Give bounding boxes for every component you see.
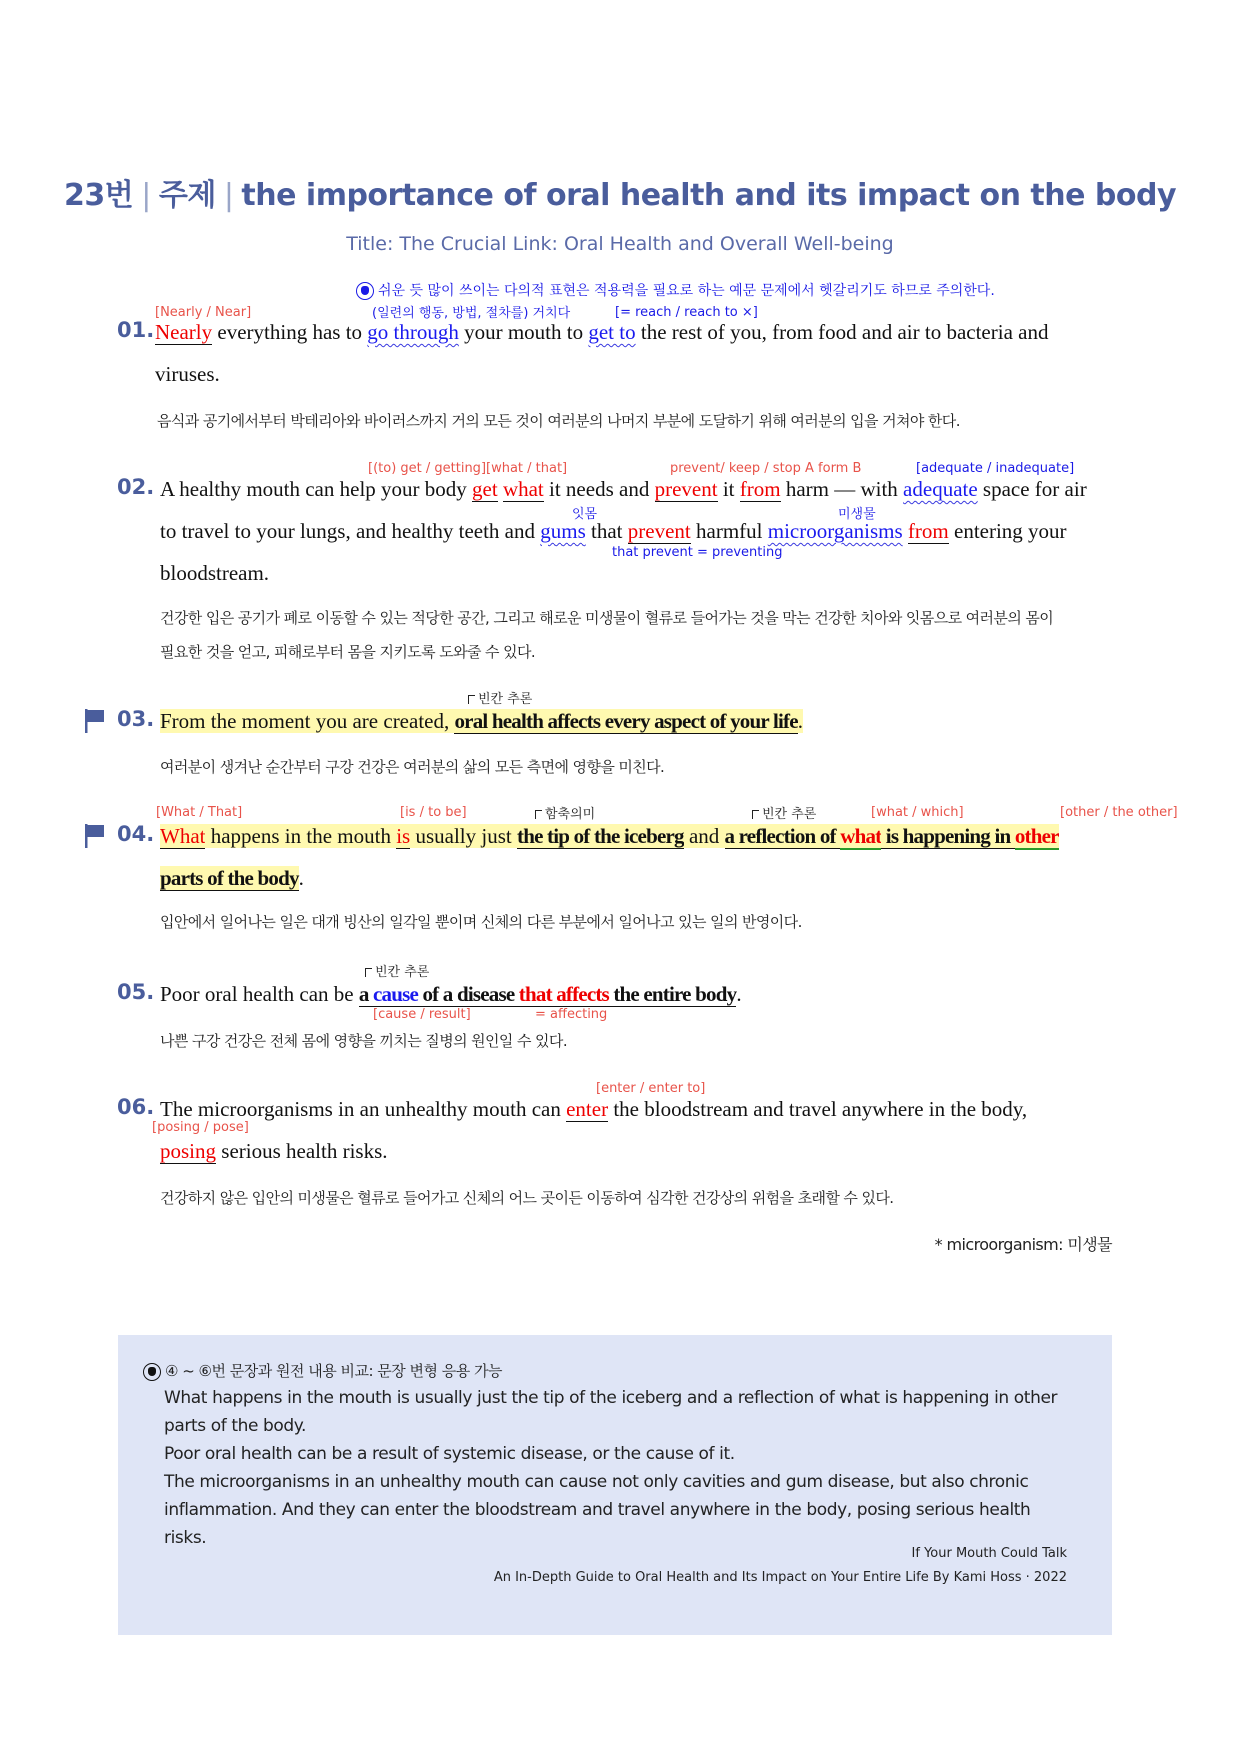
text: Poor oral health can be	[160, 982, 359, 1006]
text: the entire body	[608, 982, 737, 1006]
box-line: parts of the body.	[164, 1416, 307, 1436]
translation-03: 여러분이 생겨난 순간부터 구강 건강은 여러분의 삶의 모든 측면에 영향을 미친다.	[160, 758, 665, 776]
hand-stop-icon	[356, 282, 374, 300]
question-number: 23번	[64, 178, 134, 213]
text: serious health risks.	[216, 1139, 388, 1163]
word-prevent-2: prevent	[627, 519, 691, 543]
text: your mouth to	[458, 320, 589, 344]
text: of a disease	[418, 982, 519, 1006]
box-line: Poor oral health can be a result of systemic disease, or the cause of it.	[164, 1444, 735, 1464]
sentence-06-line1	[160, 1088, 1115, 1130]
source-title: If Your Mouth Could Talk	[911, 1546, 1067, 1561]
note-that-prevent: that prevent = preventing	[612, 545, 783, 560]
sentence-02-line3: bloodstream.	[160, 561, 270, 585]
text: harmful	[690, 519, 768, 543]
box-line: What happens in the mouth is usually just the tip of the iceberg and a reflection of what is happening in other	[164, 1388, 1058, 1408]
note-get-what: [(to) get / getting][what / that]	[368, 461, 568, 476]
note-nearly: [Nearly / Near]	[155, 305, 252, 320]
text: that	[585, 519, 628, 543]
hand-stop-icon	[143, 1363, 161, 1381]
word-from-2: from	[907, 519, 949, 543]
text: everything has to	[212, 320, 368, 344]
text: happens in the mouth	[205, 824, 397, 848]
sentence-01	[155, 311, 1115, 353]
text: 빈칸 추론	[478, 692, 533, 707]
note-prevent: prevent/ keep / stop A form B	[670, 461, 862, 476]
text: the bloodstream and travel anywhere in the body,	[608, 1097, 1028, 1121]
text: the rest of you, from food and air to bacteria and	[635, 320, 1049, 344]
word-gums: gums	[540, 519, 586, 543]
phrase-parts-of-body: parts of the body	[160, 866, 299, 890]
sentence-04-line1	[160, 815, 1059, 857]
text: space for air	[977, 477, 1087, 501]
word-prevent: prevent	[654, 477, 718, 501]
text: 빈칸 추론	[762, 807, 817, 822]
subtitle: Title: The Crucial Link: Oral Health and Overall Well-being	[346, 233, 894, 255]
text: usually just	[410, 824, 517, 848]
text: From the moment you are created,	[160, 709, 455, 733]
text: ④ ~ ⑥번 문장과 원전 내용 비교: 문장 변형 응용 가능	[165, 1362, 503, 1380]
word-from: from	[739, 477, 781, 501]
note-adequate: [adequate / inadequate]	[916, 461, 1075, 476]
flag-icon	[84, 823, 106, 849]
word-get-to: get to	[588, 320, 636, 344]
word-nearly: Nearly	[155, 320, 213, 344]
word-what: What	[160, 824, 206, 848]
text: a	[358, 982, 373, 1006]
word-cause: cause	[373, 982, 418, 1006]
text: The microorganisms in an unhealthy mouth can	[160, 1097, 567, 1121]
sentence-03	[160, 700, 803, 742]
text: .	[298, 866, 304, 890]
note-get-to: [= reach / reach to ×]	[615, 305, 758, 320]
box-line: inflammation. And they can enter the bloodstream and travel anywhere in the body, posing serious health	[164, 1500, 1031, 1520]
word-get: get	[472, 477, 498, 501]
word-that-affects: that affects	[518, 982, 609, 1006]
translation-05: 나쁜 구강 건강은 전체 몸에 영향을 끼치는 질병의 원인일 수 있다.	[160, 1032, 567, 1050]
word-posing: posing	[160, 1139, 217, 1163]
phrase-reflection: a reflection of	[724, 824, 841, 848]
note-microorganisms: 미생물	[838, 507, 876, 522]
box-line: risks.	[164, 1528, 207, 1548]
text: to travel to your lungs, and healthy teeth and	[160, 519, 541, 543]
note-what-which: [what / which]	[871, 805, 964, 820]
text: .	[736, 982, 742, 1006]
footnote: * microorganism: 미생물	[934, 1235, 1112, 1254]
text: 함축의미	[545, 807, 596, 822]
text: harm — with	[780, 477, 904, 501]
translation-02-line1: 건강한 입은 공기가 폐로 이동할 수 있는 적당한 공간, 그리고 해로운 미생물이 혈류로 들어가는 것을 막는 건강한 치아와 잇몸으로 여러분의 몸이	[160, 609, 1054, 627]
phrase-happening: is happening in	[881, 824, 1015, 848]
text: and	[683, 824, 725, 848]
text: it	[717, 477, 740, 501]
note-go-through: (일련의 행동, 방법, 절차를) 거치다	[372, 306, 571, 321]
word-is: is	[396, 824, 411, 848]
topic-label: 주제	[158, 178, 216, 213]
note-affecting: = affecting	[535, 1007, 608, 1022]
sentence-06-line2	[160, 1130, 388, 1172]
text: 빈칸 추론	[375, 965, 430, 980]
box-content	[164, 1384, 1084, 1552]
note-posing: [posing / pose]	[152, 1120, 249, 1135]
translation-06: 건강하지 않은 입안의 미생물은 혈류로 들어가고 신체의 어느 곳이든 이동하여 심각한 건강상의 위험을 초래할 수 있다.	[160, 1189, 894, 1207]
word-what-2: what	[840, 824, 882, 848]
note-cause-result: [cause / result]	[373, 1007, 471, 1022]
sentence-04-line2	[160, 857, 304, 899]
translation-01: 음식과 공기에서부터 박테리아와 바이러스까지 거의 모든 것이 여러분의 나머지 부분에 도달하기 위해 여러분의 입을 거쳐야 한다.	[157, 412, 960, 430]
text: A healthy mouth can help your body	[160, 477, 473, 501]
word-microorganisms: microorganisms	[767, 519, 903, 543]
note-other: [other / the other]	[1060, 805, 1178, 820]
word-enter: enter	[566, 1097, 609, 1121]
word-what: what	[502, 477, 544, 501]
note-enter: [enter / enter to]	[596, 1081, 706, 1096]
box-heading	[143, 1360, 502, 1381]
note-gums: 잇몸	[572, 507, 598, 522]
sentence-02-line1	[160, 468, 1087, 510]
phrase-tip-of-iceberg: the tip of the iceberg	[517, 824, 684, 848]
tip-text: 쉬운 듯 많이 쓰이는 다의적 표현은 적용력을 필요로 하는 예문 문제에서 헷갈리기도 하므로 주의한다.	[378, 283, 995, 299]
translation-04: 입안에서 일어나는 일은 대개 빙산의 일각일 뿐이며 신체의 다른 부분에서 일어나고 있는 일의 반영이다.	[160, 913, 802, 931]
sentence-number-03: 03.	[117, 707, 155, 731]
source-detail: An In-Depth Guide to Oral Health and Its Impact on Your Entire Life By Kami Hoss · 2022	[493, 1570, 1067, 1585]
topic-text: the importance of oral health and its impact on the body	[241, 178, 1176, 213]
sentence-01-cont: viruses.	[155, 362, 220, 386]
sentence-number-02: 02.	[117, 475, 155, 499]
sentence-number-04: 04.	[117, 822, 155, 846]
tip-note	[356, 280, 995, 300]
text: entering your	[948, 519, 1067, 543]
translation-02-line2: 필요한 것을 얻고, 피해로부터 몸을 지키도록 도와줄 수 있다.	[160, 643, 536, 661]
sentence-number-06: 06.	[117, 1095, 155, 1119]
box-line: The microorganisms in an unhealthy mouth can cause not only cavities and gum disease, but also chronic	[164, 1472, 1029, 1492]
word-go-through: go through	[367, 320, 459, 344]
word-adequate: adequate	[903, 477, 978, 501]
note-is-tobe: [is / to be]	[400, 805, 467, 820]
page-title: 23번 | 주제 | the importance of oral health and its impact on the body	[64, 178, 1176, 213]
note-what-that: [What / That]	[156, 805, 243, 820]
text: .	[797, 709, 803, 733]
key-phrase-03: oral health affects every aspect of your life	[454, 709, 798, 733]
word-other: other	[1014, 824, 1059, 848]
text: it needs and	[543, 477, 655, 501]
sentence-number-05: 05.	[117, 980, 155, 1004]
sentence-number-01: 01.	[117, 318, 155, 342]
flag-icon	[84, 708, 106, 734]
